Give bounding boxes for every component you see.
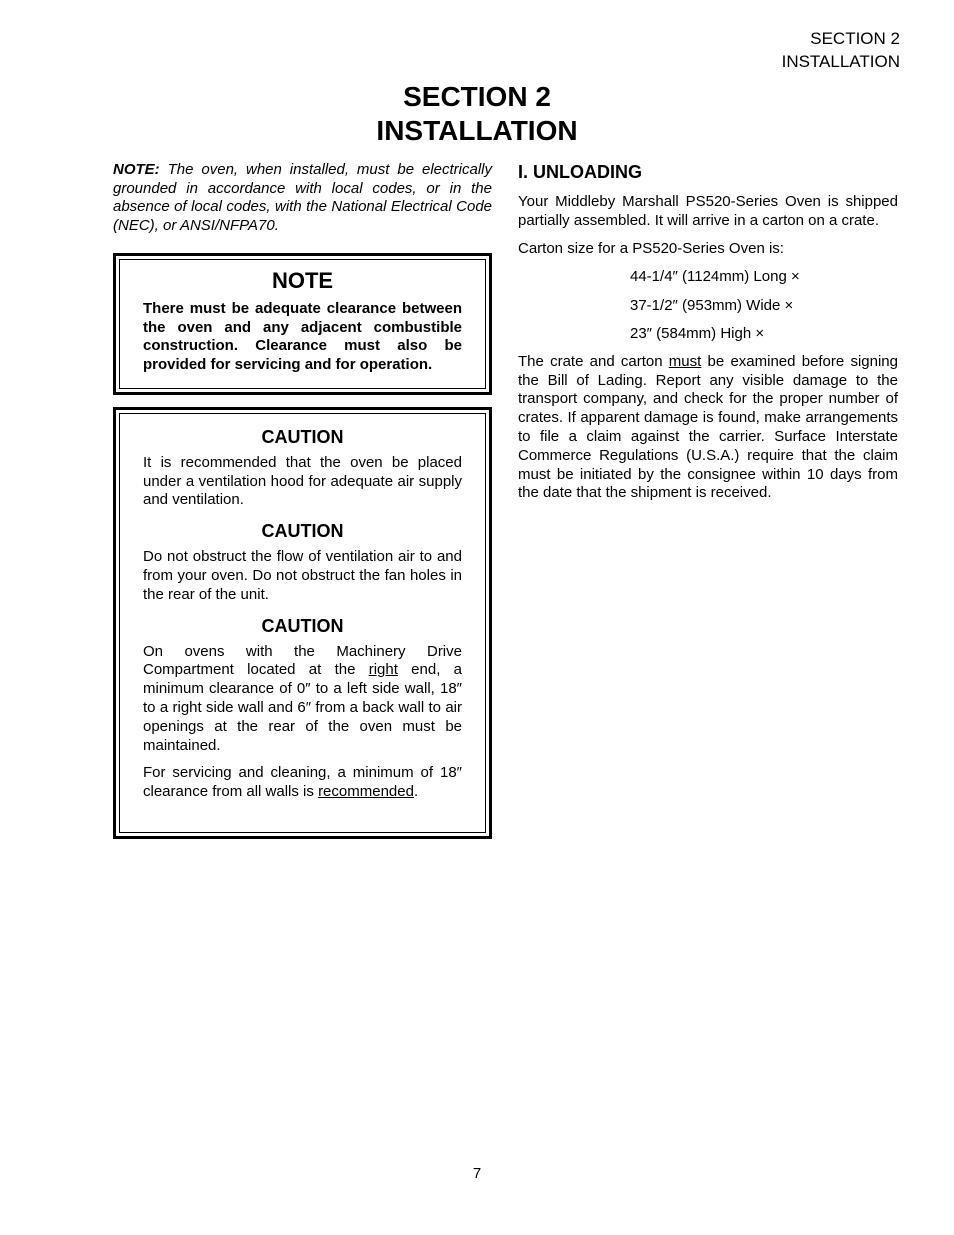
page-title [0, 80, 954, 148]
inspection-paragraph [518, 353, 898, 503]
running-header [782, 27, 900, 73]
running-header-section: SECTION 2 [810, 29, 900, 48]
carton-dimensions-list [630, 267, 898, 344]
inspection-underlined-must: must [668, 352, 702, 370]
carton-size-intro: Carton size for a PS520-Series Oven is: [518, 239, 784, 257]
clearance-note-title: NOTE [271, 268, 334, 293]
electrical-note-lead: NOTE: [113, 161, 160, 178]
carton-dimension-length: 44-1/4″ (1124mm) Long × [630, 268, 800, 286]
caution-box [113, 407, 492, 839]
unloading-intro-paragraph: Your Middleby Marshall PS520-Series Oven is shipped partially assembled. It will arrive in a carton on a crate. [518, 193, 898, 229]
page-number: 7 [472, 1165, 482, 1182]
caution-clearance-underlined-right: right [368, 661, 398, 679]
clearance-note-box [113, 253, 492, 395]
carton-dimension-width: 37-1/2″ (953mm) Wide × [630, 296, 794, 314]
caution-clearance-text-b: end, a minimum clearance of 0″ to a left side wall, 18″ to a right side wall and 6″ from a back wall to air openings at the rear of the oven must be maintained. [143, 661, 463, 754]
caution-title-airflow: CAUTION [261, 521, 344, 542]
caution-clearance-text-a: On ovens with the Machinery Drive Compartment located at the [143, 642, 462, 679]
page-title-line1: SECTION 2 [403, 81, 551, 112]
electrical-note [113, 161, 492, 235]
clearance-note-text: There must be adequate clearance between the oven and any adjacent combustible construction. Clearance must also be provided for servicing and for operation. [143, 300, 462, 374]
caution-servicing-text-a: For servicing and cleaning, a minimum of 18″ clearance from all walls is [143, 764, 462, 801]
running-header-subtitle: INSTALLATION [781, 52, 900, 71]
page-title-line2: INSTALLATION [376, 115, 578, 146]
caution-title-ventilation-hood: CAUTION [261, 426, 344, 447]
electrical-note-text: The oven, when installed, must be electrically grounded in accordance with local codes, or in the absence of local codes, with the National Electrical Code (NEC), or ANSI/NFPA70. [113, 161, 492, 234]
caution-text-clearance [143, 643, 462, 756]
carton-dimension-height: 23″ (584mm) High × [630, 325, 765, 343]
unloading-heading: I. UNLOADING [518, 162, 642, 182]
inspection-text-b: be examined before signing the Bill of Lading. Report any visible damage to the transport company, and check for the proper number of crates. If apparent damage is found, make arrangements to file a claim against the carrier. Surface Interstate Commerce Regulations (U.S.A.) require that the claim must be initiated by the consignee within 10 days from the date that the shipment is received. [518, 352, 898, 502]
inspection-text-a: The crate and carton [518, 352, 669, 370]
caution-text-servicing [143, 764, 462, 802]
left-column [113, 161, 492, 839]
right-column [518, 160, 898, 512]
caution-servicing-text-b: . [413, 783, 419, 801]
caution-text-ventilation-hood: It is recommended that the oven be placed under a ventilation hood for adequate air supply and ventilation. [143, 453, 462, 509]
caution-servicing-underlined-recommended: recommended [318, 783, 414, 801]
caution-text-airflow: Do not obstruct the flow of ventilation air to and from your oven. Do not obstruct the fan holes in the rear of the unit. [143, 548, 462, 603]
caution-title-clearance: CAUTION [261, 615, 344, 636]
